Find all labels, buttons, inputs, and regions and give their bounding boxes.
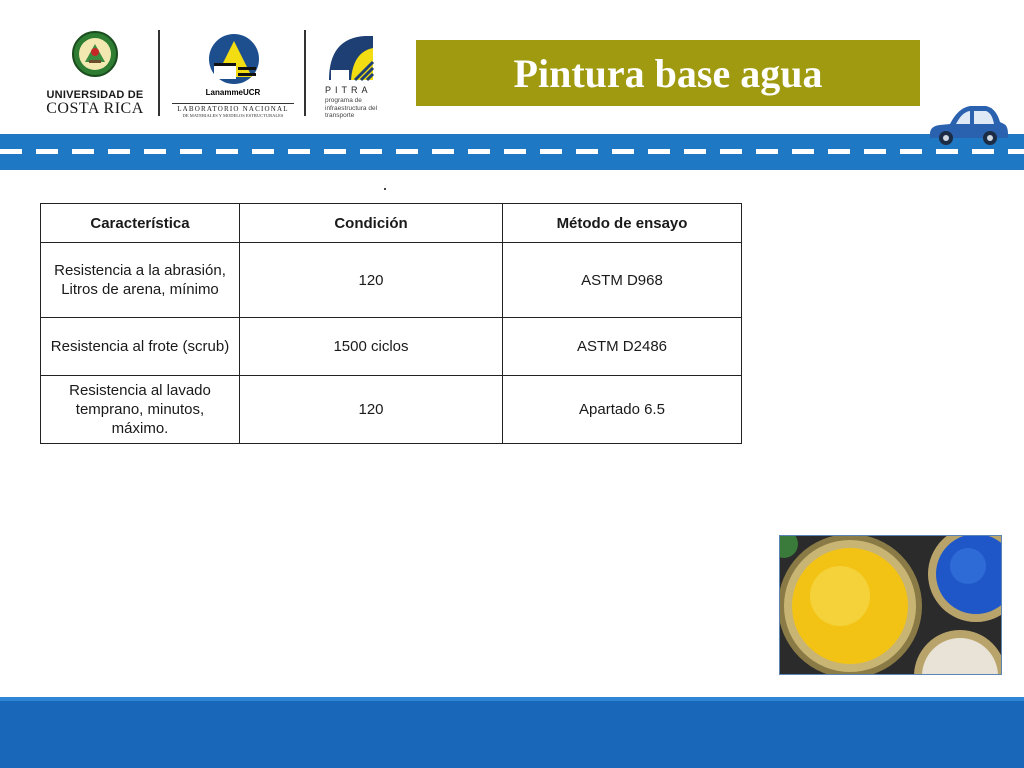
header-logos	[0, 0, 400, 125]
header-condicion: Condición	[240, 204, 503, 243]
pitra-name: PITRA	[325, 85, 372, 95]
cell-metodo: Apartado 6.5	[503, 376, 742, 444]
header-metodo: Método de ensayo	[503, 204, 742, 243]
ucr-seal-icon	[71, 30, 119, 78]
road-dashes	[0, 149, 1024, 154]
logo-divider	[304, 30, 306, 116]
cell-condicion: 120	[240, 243, 503, 318]
paint-cans-illustration	[780, 536, 1001, 674]
footer-highlight	[0, 697, 1024, 701]
cell-caracteristica: Resistencia al frote (scrub)	[41, 318, 240, 376]
cell-condicion: 1500 ciclos	[240, 318, 503, 376]
lanamme-logo	[172, 30, 294, 120]
lanamme-subtitle-small: DE MATERIALES Y MODELOS ESTRUCTURALES	[182, 113, 284, 118]
ucr-logo-line1: UNIVERSIDAD DE	[46, 89, 144, 101]
cell-condicion: 120	[240, 376, 503, 444]
pitra-logo	[320, 30, 390, 120]
lanamme-name: LanammeUCR	[205, 88, 261, 97]
table-row	[41, 243, 742, 318]
lanamme-subtitle: LABORATORIO NACIONAL	[172, 103, 294, 113]
car-icon	[926, 100, 1010, 150]
table-header-row	[41, 204, 742, 243]
cell-metodo: ASTM D968	[503, 243, 742, 318]
pitra-subtitle: programa de infraestructura del transporte	[325, 97, 378, 119]
logo-divider	[158, 30, 160, 116]
table-row	[41, 376, 742, 444]
page-title: Pintura base agua	[513, 50, 823, 96]
ucr-logo-line2: COSTA RICA	[46, 100, 144, 117]
title-banner	[416, 40, 920, 106]
lanamme-mark-icon	[208, 33, 260, 85]
footer-band	[0, 697, 1024, 768]
cell-caracteristica: Resistencia al lavado temprano, minutos, máximo.	[41, 376, 240, 444]
paint-cans-photo	[779, 535, 1002, 675]
ucr-logo	[40, 30, 150, 120]
specification-table	[40, 203, 742, 444]
table-row	[41, 318, 742, 376]
header-caracteristica: Característica	[41, 204, 240, 243]
stray-dot	[384, 188, 386, 190]
pitra-mark-icon	[325, 32, 375, 82]
cell-metodo: ASTM D2486	[503, 318, 742, 376]
cell-caracteristica: Resistencia a la abrasión, Litros de arena, mínimo	[41, 243, 240, 318]
